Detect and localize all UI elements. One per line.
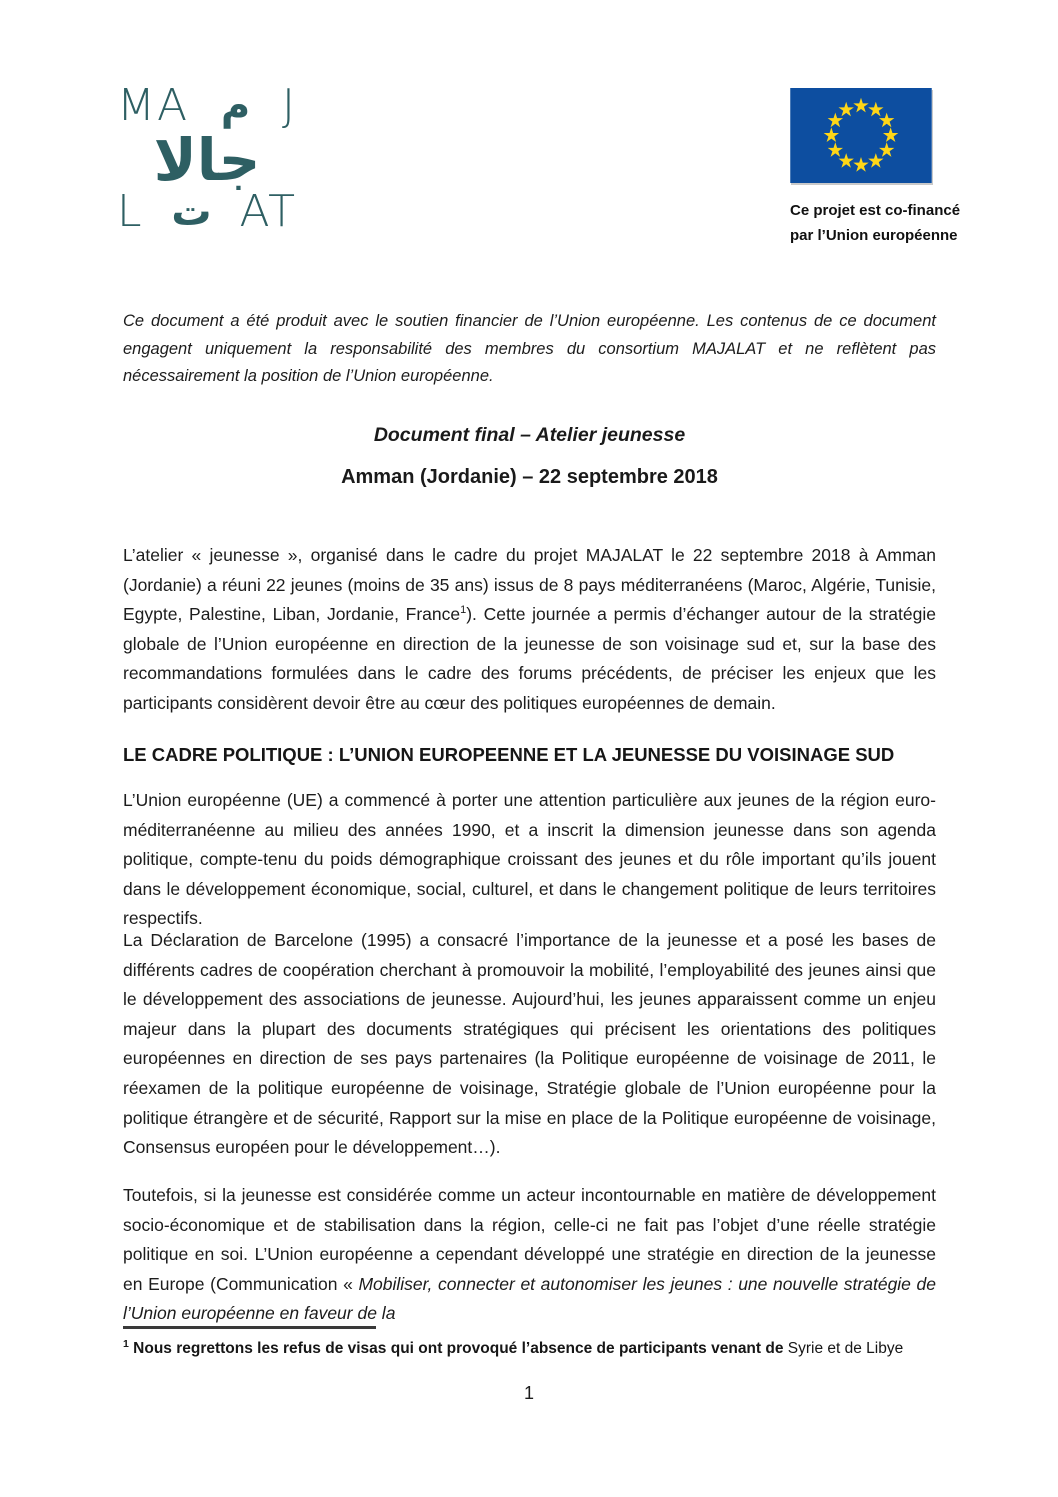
footnote-area: [123, 1326, 936, 1360]
logo-latin-at: AT: [239, 186, 297, 237]
paragraph-toutefois: [123, 1181, 936, 1329]
document-subtitle: Amman (Jordanie) – 22 septembre 2018: [341, 466, 718, 488]
footnote-bold-part: Nous regrettons les refus de visas qui ont provoqué l’absence de participants venant de: [133, 1340, 788, 1357]
toutefois-italic-quote: Mobiliser, connecter et autonomiser les jeunes : une nouvelle stratégie de l’Union européenne en faveur de la: [123, 1273, 936, 1324]
toutefois-normal-text: Toutefois, si la jeunesse est considérée comme un acteur incontournable en matière de développement socio-économique et de stabilisation dans la région, celle-ci ne fait pas l’objet d’une réelle stratégie politique en soi. L’Union européenne a cependant développé une stratégie en direction de la jeunesse en Europe (Communication «: [123, 1185, 936, 1294]
eu-funding-caption-line1: Ce projet est co-financé: [790, 202, 961, 219]
eu-funding-caption: [790, 199, 961, 249]
logo-arabic-teh: ت: [171, 189, 212, 235]
footnote-separator: [123, 1326, 376, 1329]
majalat-logo-row3: [117, 188, 297, 236]
document-title: Document final – Atelier jeunesse: [373, 424, 686, 446]
majalat-logo-row1: [117, 80, 297, 132]
footnote-text: [123, 1338, 936, 1360]
paragraph-ue-attention: L’Union européenne (UE) a commencé à porter une attention particulière aux jeunes de la région euro-méditerranéenne au milieu des années 1990, et a inscrit la dimension jeunesse dans son agenda politique, compte-tenu du poids démographique croissant des jeunes et du rôle important qu’ils jouent dans le développement économique, social, culturel, et dans le changement politique de leurs territoires respectifs.: [123, 790, 936, 929]
logo-arabic-meem: م: [220, 83, 251, 129]
logo-latin-l: L: [117, 186, 144, 237]
disclaimer-paragraph: Ce document a été produit avec le soutien financier de l’Union européenne. Les contenus de ce document engagent uniquement la responsabilité des membres du consortium MAJALAT et ne reflètent pas nécessairement la position de l’Union européenne.: [123, 312, 936, 385]
intro-paragraph: [123, 541, 936, 719]
majalat-logo: [117, 80, 297, 236]
majalat-logo-row2: [117, 126, 297, 194]
logo-arabic-jala: جالا: [153, 126, 261, 194]
footnote-reference-1: 1: [460, 604, 467, 617]
eu-funding-caption-line2: par l’Union européenne: [790, 226, 958, 244]
footnote-normal-part: Syrie et de Libye: [787, 1340, 904, 1357]
eu-funding-block: [790, 88, 961, 249]
footnote-marker: 1: [123, 1337, 129, 1350]
logo-latin-j: J: [282, 80, 297, 131]
section-heading: LE CADRE POLITIQUE : L’UNION EUROPEENNE ET LA JEUNESSE DU VOISINAGE SUD: [123, 744, 895, 765]
intro-text-before-footnote: L’atelier « jeunesse », organisé dans le cadre du projet MAJALAT le 22 septembre 2018 à Amman (Jordanie) a réuni 22 jeunes (moins de 35 ans) issus de 8 pays méditerranéens (Maroc, Algérie, Tunisie, Egypte, Palestine, Liban, Jordanie, France: [123, 545, 936, 625]
paragraph-barcelone: La Déclaration de Barcelone (1995) a consacré l’importance de la jeunesse et a posé les bases de différents cadres de coopération cherchant à promouvoir la mobilité, l’employabilité des jeunes ainsi que le développement des associations de jeunesse. Aujourd’hui, les jeunes apparaissent comme un enjeu majeur dans la plupart des documents stratégiques qui précisent les orientations des politiques européennes en direction de ses pays partenaires (la Politique européenne de voisinage de 2011, le réexamen de la politique européenne de voisinage, Stratégie globale de l’Union européenne pour la politique étrangère et de sécurité, Rapport sur la mise en place de la Politique européenne de voisinage, Consensus européen pour le développement…).: [123, 930, 936, 1158]
eu-flag-icon: [790, 88, 932, 183]
page-number: 1: [523, 1383, 534, 1403]
logo-latin-ma: MA: [117, 80, 190, 131]
intro-text-after-footnote: ). Cette journée a permis d’échanger autour de la stratégie globale de l’Union européenne en direction de la jeunesse de son voisinage sud et, sur la base des recommandations formulées dans le cadre des forums précédents, de préciser les enjeux que les participants considèrent devoir être au cœur des politiques européennes de demain.: [123, 604, 936, 713]
